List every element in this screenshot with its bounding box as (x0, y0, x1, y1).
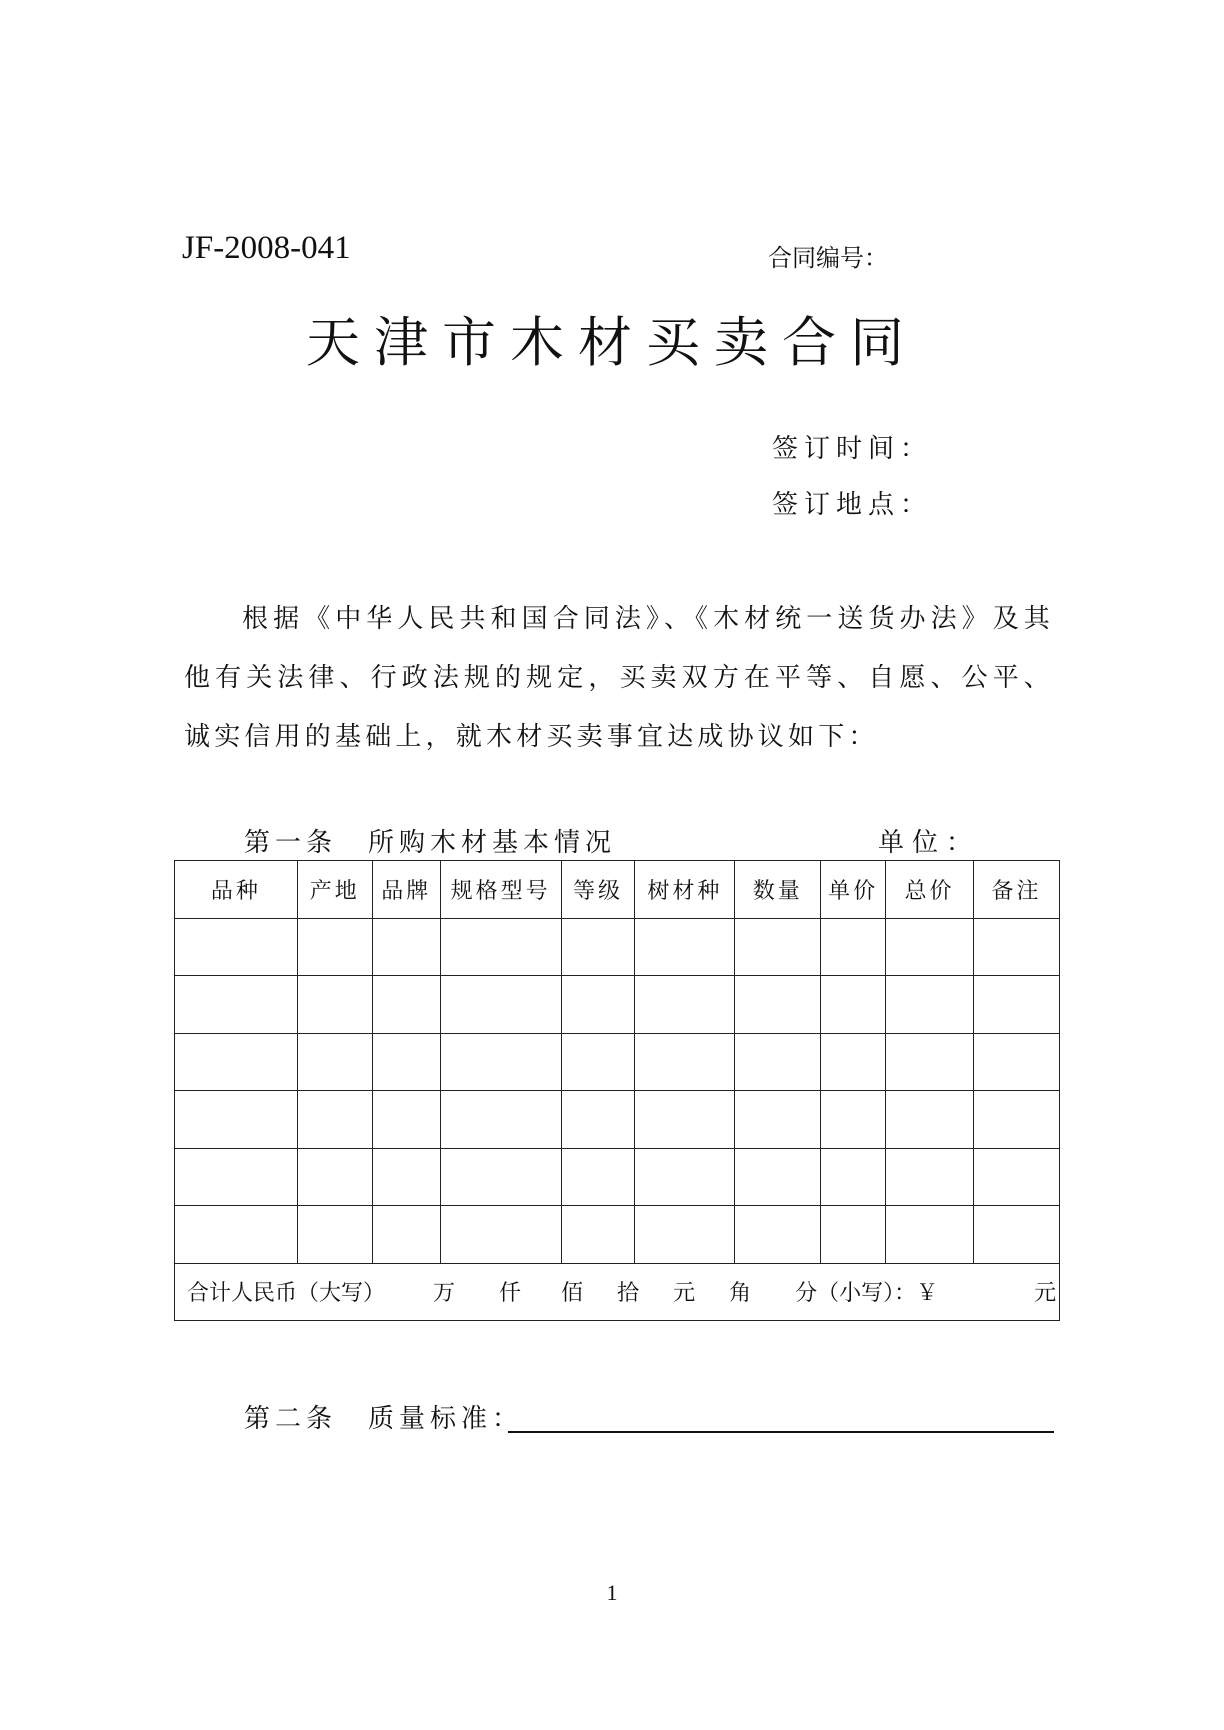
header-tree-species: 树材种 (635, 861, 735, 919)
table-cell[interactable] (175, 1033, 298, 1090)
unit-label: 单位： (878, 828, 981, 858)
header-unit-price: 单价 (821, 861, 886, 919)
table-cell[interactable] (175, 1206, 298, 1263)
table-header-row (175, 861, 1060, 919)
intro-paragraph: 根据《中华人民共和国合同法》、《木材统一送货办法》及其他有关法律、行政法规的规定，买卖双方在平等、自愿、公平、诚实信用的基础上，就木材买卖事宜达成协议如下： (184, 604, 1054, 752)
table-row (175, 1206, 1060, 1263)
unit-fen-lowercase-label: 分（小写）：￥ (795, 1281, 939, 1307)
table-cell[interactable] (886, 976, 974, 1033)
unit-shi: 拾 (617, 1281, 640, 1307)
total-amount-cell (175, 1263, 1060, 1320)
table-cell[interactable] (735, 1206, 821, 1263)
table-cell[interactable] (886, 1091, 974, 1148)
page-number: 1 (606, 1580, 618, 1605)
table-cell[interactable] (440, 919, 561, 976)
table-cell[interactable] (635, 1206, 735, 1263)
total-rmb-uppercase-label: 合计人民币（大写） (187, 1281, 386, 1307)
table-cell[interactable] (297, 1033, 372, 1090)
document-title: 天津市木材买卖合同 (306, 311, 918, 374)
table-cell[interactable] (821, 919, 886, 976)
unit-yuan-end: 元 (1034, 1281, 1057, 1307)
table-cell[interactable] (886, 1033, 974, 1090)
table-row (175, 1033, 1060, 1090)
table-cell[interactable] (372, 1033, 440, 1090)
table-cell[interactable] (561, 1206, 635, 1263)
table-cell[interactable] (175, 1091, 298, 1148)
unit-yuan: 元 (673, 1281, 696, 1307)
table-cell[interactable] (974, 976, 1060, 1033)
signing-time-label: 签订时间： (772, 434, 933, 464)
table-cell[interactable] (635, 1148, 735, 1205)
unit-wan: 万 (433, 1281, 456, 1307)
table-row (175, 1091, 1060, 1148)
header-spec-model: 规格型号 (440, 861, 561, 919)
table-cell[interactable] (735, 1091, 821, 1148)
unit-bai: 佰 (561, 1281, 584, 1307)
table-cell[interactable] (886, 1206, 974, 1263)
header-remarks: 备注 (974, 861, 1060, 919)
header-variety: 品种 (175, 861, 298, 919)
table-cell[interactable] (735, 1148, 821, 1205)
table-cell[interactable] (175, 919, 298, 976)
timber-goods-table (174, 860, 1060, 1321)
table-cell[interactable] (372, 1091, 440, 1148)
signing-place-label: 签订地点： (772, 490, 933, 520)
table-cell[interactable] (821, 1148, 886, 1205)
header-grade: 等级 (561, 861, 635, 919)
table-cell[interactable] (561, 919, 635, 976)
table-row (175, 919, 1060, 976)
table-cell[interactable] (440, 1033, 561, 1090)
table-cell[interactable] (561, 976, 635, 1033)
document-code: JF-2008-041 (182, 230, 351, 266)
table-cell[interactable] (821, 1033, 886, 1090)
table-cell[interactable] (735, 976, 821, 1033)
table-cell[interactable] (561, 1091, 635, 1148)
table-cell[interactable] (735, 1033, 821, 1090)
table-cell[interactable] (974, 1091, 1060, 1148)
table-cell[interactable] (821, 976, 886, 1033)
table-cell[interactable] (372, 976, 440, 1033)
table-cell[interactable] (974, 1148, 1060, 1205)
table-row (175, 1148, 1060, 1205)
contract-number-label: 合同编号： (768, 244, 888, 272)
header-total-price: 总价 (886, 861, 974, 919)
table-cell[interactable] (635, 919, 735, 976)
table-cell[interactable] (635, 976, 735, 1033)
header-quantity: 数量 (735, 861, 821, 919)
table-cell[interactable] (974, 1033, 1060, 1090)
table-cell[interactable] (372, 1206, 440, 1263)
table-cell[interactable] (886, 1148, 974, 1205)
total-amount-row (175, 1263, 1060, 1320)
table-cell[interactable] (297, 1148, 372, 1205)
unit-jiao: 角 (729, 1281, 752, 1307)
quality-standard-blank-line[interactable] (508, 1431, 1054, 1433)
table-cell[interactable] (561, 1033, 635, 1090)
unit-qian: 仟 (499, 1281, 522, 1307)
table-cell[interactable] (974, 919, 1060, 976)
table-cell[interactable] (297, 919, 372, 976)
header-origin: 产地 (297, 861, 372, 919)
table-cell[interactable] (440, 1091, 561, 1148)
table-cell[interactable] (440, 1206, 561, 1263)
table-cell[interactable] (821, 1206, 886, 1263)
table-cell[interactable] (735, 919, 821, 976)
table-cell[interactable] (440, 976, 561, 1033)
table-row (175, 976, 1060, 1033)
table-cell[interactable] (440, 1148, 561, 1205)
table-cell[interactable] (175, 1148, 298, 1205)
table-cell[interactable] (372, 1148, 440, 1205)
table-cell[interactable] (635, 1033, 735, 1090)
table-cell[interactable] (635, 1091, 735, 1148)
table-cell[interactable] (974, 1206, 1060, 1263)
table-cell[interactable] (821, 1091, 886, 1148)
table-cell[interactable] (886, 919, 974, 976)
article-1-title: 第一条 所购木材基本情况 (244, 828, 617, 858)
table-cell[interactable] (297, 1091, 372, 1148)
table-cell[interactable] (297, 1206, 372, 1263)
header-brand: 品牌 (372, 861, 440, 919)
table-cell[interactable] (175, 976, 298, 1033)
table-cell[interactable] (561, 1148, 635, 1205)
article-2-title: 第二条 质量标准： (244, 1404, 524, 1434)
table-cell[interactable] (372, 919, 440, 976)
table-cell[interactable] (297, 976, 372, 1033)
